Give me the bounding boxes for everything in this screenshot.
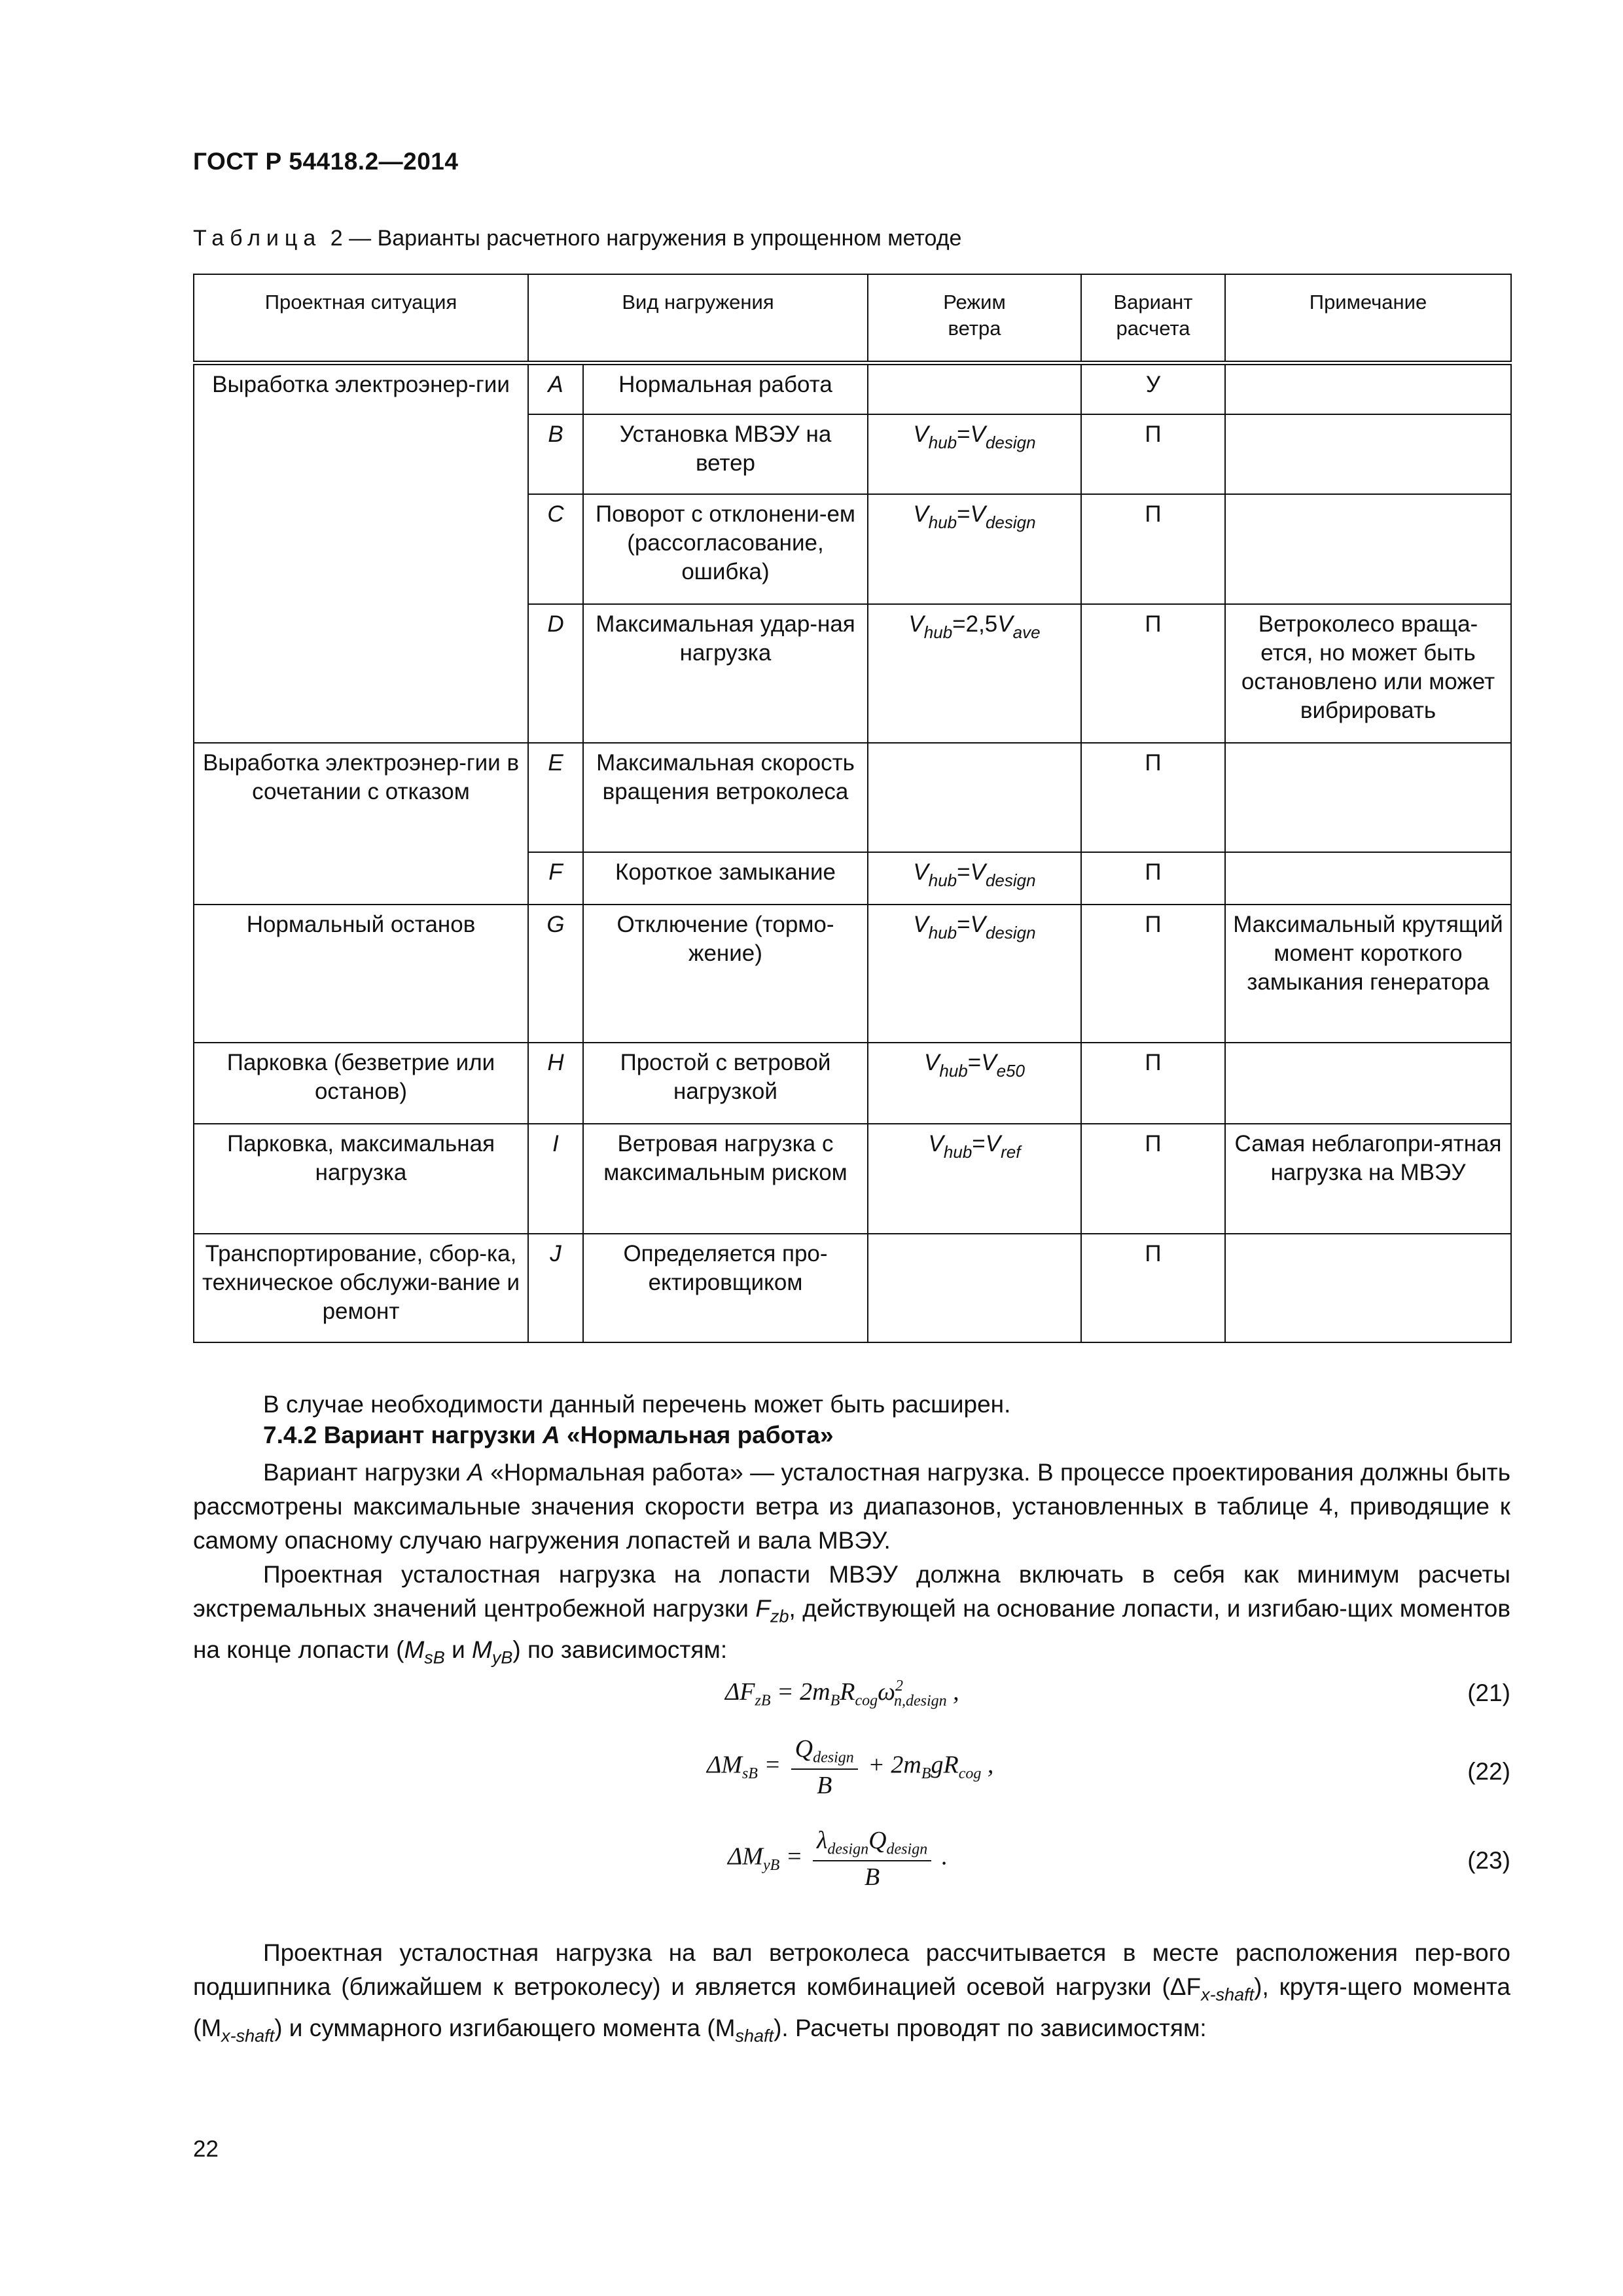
cell-note: Ветроколесо враща-ется, но может быть остановлено или может вибрировать <box>1225 604 1511 743</box>
cell-wind: $V_{hub}=2,5V_{ave}$ <box>868 604 1081 743</box>
cell-code: H <box>528 1043 583 1124</box>
formula-22: $\Delta M_{sB}$ = $\frac{Q_{design}}{B}$ + $2m_BgR_{cog}$ , <box>707 1735 994 1799</box>
cell-variant: П <box>1081 494 1225 604</box>
cell-note: Максимальный крутящий момент короткого замыкания генератора <box>1225 905 1511 1043</box>
cell-load: Поворот с отклонени-ем (рассогласование, ошибка) <box>583 494 868 604</box>
cell-situation: Выработка электроэнер-гии в сочетании с отказом <box>194 743 528 905</box>
cell-load: Максимальная скорость вращения ветроколеса <box>583 743 868 852</box>
header-variant: Вариант расчета <box>1081 274 1225 363</box>
table-row <box>194 1234 1511 1342</box>
table-caption-title: 2 — Варианты расчетного нагружения в упрощенном методе <box>330 226 962 251</box>
cell-code: A <box>528 363 583 414</box>
cell-code: B <box>528 414 583 494</box>
cell-wind: $V_{hub}=V_{design}$ <box>868 414 1081 494</box>
cell-situation: Транспортирование, сбор-ка, техническое обслужи-вание и ремонт <box>194 1234 528 1342</box>
cell-note <box>1225 363 1511 414</box>
cell-wind: $V_{hub}=V_{e50}$ <box>868 1043 1081 1124</box>
paragraph-shaft-loads: Проектная усталостная нагрузка на вал ветроколеса рассчитывается в месте расположения пер-вого подшипника (ближайшем к ветроколесу) и является комбинацией осевой нагрузки $(\Delta F_{x-shaft})$, крутя-щего момента $(M_{x-shaft})$ и суммарного изгибающего момента $(M_{shaft})$. Расчеты проводят по зависимостям: <box>193 1939 1511 2046</box>
cell-load: Установка МВЭУ на ветер <box>583 414 868 494</box>
table-row <box>194 363 1511 414</box>
equation-number-21: (21) <box>1467 1679 1510 1706</box>
cell-wind <box>868 1234 1081 1342</box>
cell-variant: П <box>1081 1234 1225 1342</box>
cell-wind <box>868 363 1081 414</box>
cell-code: G <box>528 905 583 1043</box>
cell-code: E <box>528 743 583 852</box>
cell-code: I <box>528 1124 583 1234</box>
table-header-row <box>194 274 1511 363</box>
cell-note: Самая неблагопри-ятная нагрузка на МВЭУ <box>1225 1124 1511 1234</box>
cell-code: D <box>528 604 583 743</box>
header-note: Примечание <box>1225 274 1511 363</box>
cell-load: Простой с ветровой нагрузкой <box>583 1043 868 1124</box>
paragraph-normal-operation: Вариант нагрузки A «Нормальная работа» — усталостная нагрузка. В процессе проектирования должны быть рассмотрены максимальные значения скорости ветра из диапазонов, установленных в таблице 4, приводящие к самому опасному случаю нагружения лопастей и вала МВЭУ. <box>193 1459 1510 1554</box>
table-caption <box>193 226 961 251</box>
load-variants-table <box>193 274 1512 1343</box>
cell-note <box>1225 494 1511 604</box>
cell-variant: П <box>1081 905 1225 1043</box>
cell-wind: $V_{hub}=V_{design}$ <box>868 852 1081 905</box>
table-row <box>194 1043 1511 1124</box>
equation-number-23: (23) <box>1467 1847 1510 1874</box>
cell-note <box>1225 414 1511 494</box>
cell-load: Ветровая нагрузка с максимальным риском <box>583 1124 868 1234</box>
cell-code: J <box>528 1234 583 1342</box>
cell-variant: П <box>1081 743 1225 852</box>
formula-23: $\Delta M_{yB}$ = $\frac{\lambda_{design}Q_{design}}{B}$ . <box>728 1827 948 1891</box>
cell-wind: $V_{hub}=V_{design}$ <box>868 494 1081 604</box>
header-wind-mode: Режим ветра <box>868 274 1081 363</box>
cell-load: Определяется про-ектировщиком <box>583 1234 868 1342</box>
table-caption-label: Таблица <box>193 226 322 251</box>
cell-code: F <box>528 852 583 905</box>
cell-situation: Нормальный останов <box>194 905 528 1043</box>
header-situation: Проектная ситуация <box>194 274 528 363</box>
cell-variant: П <box>1081 852 1225 905</box>
header-load-type: Вид нагружения <box>528 274 868 363</box>
cell-variant: П <box>1081 414 1225 494</box>
cell-variant: П <box>1081 604 1225 743</box>
cell-wind: $V_{hub}=V_{ref}$ <box>868 1124 1081 1234</box>
cell-load: Нормальная работа <box>583 363 868 414</box>
section-heading: 7.4.2 Вариант нагрузки A «Нормальная работа» <box>263 1422 834 1448</box>
paragraph-blade-loads: Проектная усталостная нагрузка на лопасти МВЭУ должна включать в себя как минимум расчеты экстремальных значений центробежной нагрузки $F_{zb}$, действующей на основание лопасти, и изгибаю-щих моментов на конце лопасти ($M_{sB}$ и $M_{yB}$) по зависимостям: <box>193 1561 1510 1668</box>
cell-note <box>1225 1234 1511 1342</box>
cell-load: Максимальная удар-ная нагрузка <box>583 604 868 743</box>
cell-note <box>1225 743 1511 852</box>
cell-load: Короткое замыкание <box>583 852 868 905</box>
page-number: 22 <box>193 2136 219 2162</box>
cell-note <box>1225 1043 1511 1124</box>
cell-variant: П <box>1081 1124 1225 1234</box>
cell-situation: Выработка электроэнер-гии <box>194 363 528 743</box>
equation-number-22: (22) <box>1467 1758 1510 1785</box>
paragraph-extend: В случае необходимости данный перечень может быть расширен. <box>263 1391 1011 1418</box>
cell-wind: $V_{hub}=V_{design}$ <box>868 905 1081 1043</box>
cell-variant: У <box>1081 363 1225 414</box>
table-row <box>194 1124 1511 1234</box>
cell-situation: Парковка, максимальная нагрузка <box>194 1124 528 1234</box>
document-header: ГОСТ Р 54418.2—2014 <box>193 148 459 175</box>
table-row <box>194 743 1511 852</box>
formula-21: $\Delta F_{zB} = 2m_BR_{cog}\omega^2_{n,design}$ , <box>725 1677 959 1710</box>
cell-load: Отключение (тормо-жение) <box>583 905 868 1043</box>
table-row <box>194 905 1511 1043</box>
cell-code: C <box>528 494 583 604</box>
cell-variant: П <box>1081 1043 1225 1124</box>
cell-situation: Парковка (безветрие или останов) <box>194 1043 528 1124</box>
cell-wind <box>868 743 1081 852</box>
cell-note <box>1225 852 1511 905</box>
